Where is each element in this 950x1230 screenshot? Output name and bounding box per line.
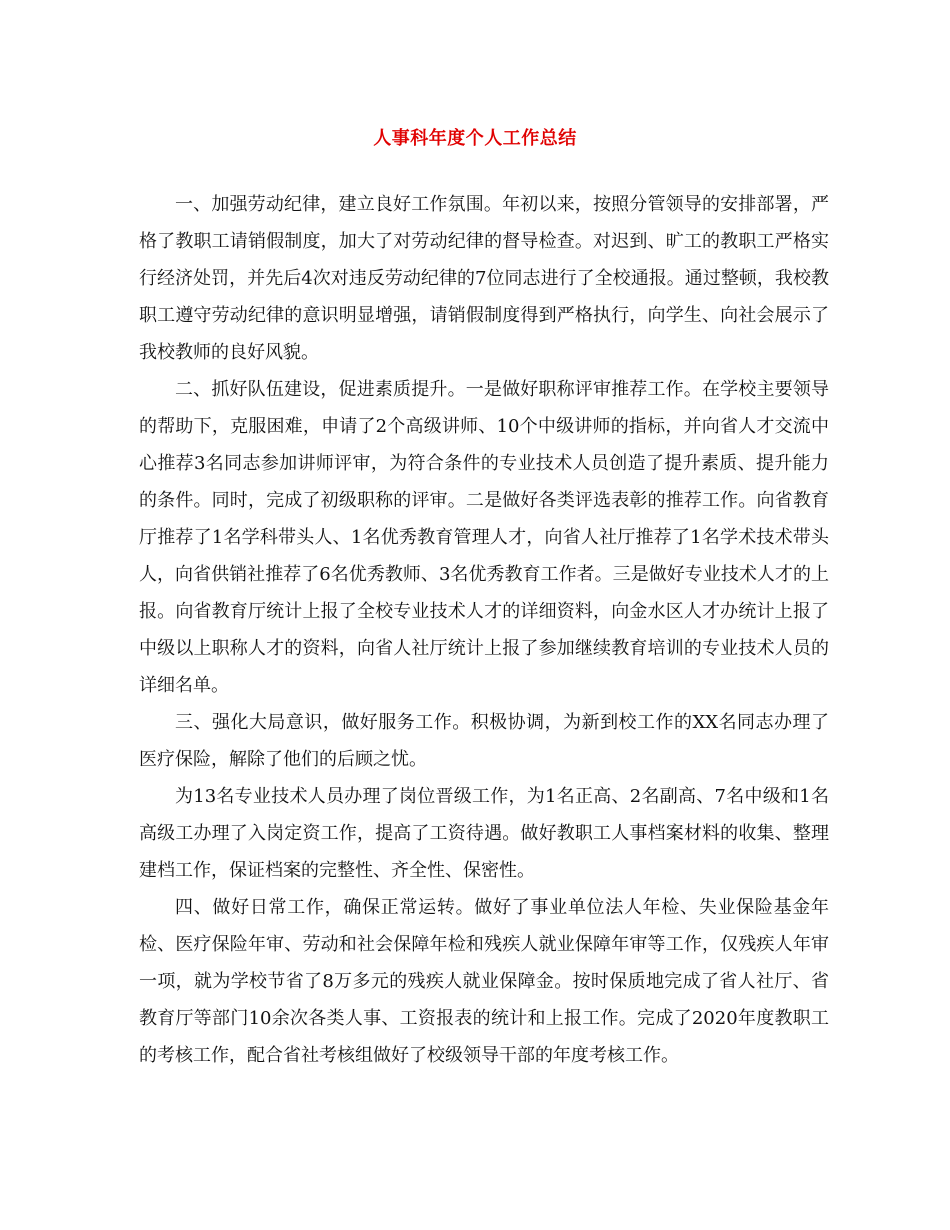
paragraph-daily-work: 四、做好日常工作，确保正常运转。做好了事业单位法人年检、失业保险基金年检、医疗保险年审、劳动和社会保障年检和残疾人就业保障年审等工作，仅残疾人年审一项，就为学校节省了8万多元的残疾人就业保障金。按时保质地完成了省人社厅、省教育厅等部门10余次各类人事、工资报表的统计和上报工作。完成了2020年度教职工的考核工作，配合省社考核组做好了校级领导干部的年度考核工作。 [139,897,829,1066]
paragraph-labor-discipline: 一、加强劳动纪律，建立良好工作氛围。年初以来，按照分管领导的安排部署，严格了教职工请销假制度，加大了对劳动纪律的督导检查。对迟到、旷工的教职工严格实行经济处罚，并先后4次对违反劳动纪律的7位同志进行了全校通报。通过整顿，我校教职工遵守劳动纪律的意识明显增强，请销假制度得到严格执行，向学生、向社会展示了我校教师的良好风貌。 [139,194,829,363]
paragraph-promotion-salary: 为13名专业技术人员办理了岗位晋级工作，为1名正高、2名副高、7名中级和1名高级工办理了入岗定资工作，提高了工资待遇。做好教职工人事档案材料的收集、整理建档工作，保证档案的完整性、齐全性、保密性。 [139,786,829,881]
paragraph-team-building: 二、抓好队伍建设，促进素质提升。一是做好职称评审推荐工作。在学校主要领导的帮助下，克服困难，申请了2个高级讲师、10个中级讲师的指标，并向省人才交流中心推荐3名同志参加讲师评审，为符合条件的专业技术人员创造了提升素质、提升能力的条件。同时，完成了初级职称的评审。二是做好各类评选表彰的推荐工作。向省教育厅推荐了1名学科带头人、1名优秀教育管理人才，向省人社厅推荐了1名学术技术带头人，向省供销社推荐了6名优秀教师、3名优秀教育工作者。三是做好专业技术人才的上报。向省教育厅统计上报了全校专业技术人才的详细资料，向金水区人才办统计上报了中级以上职称人才的资料，向省人社厅统计上报了参加继续教育培训的专业技术人员的详细名单。 [139,379,829,696]
document-title: 人事科年度个人工作总结 [373,128,577,149]
document-body [139,186,829,1074]
paragraph-service-work: 三、强化大局意识，做好服务工作。积极协调，为新到校工作的XX名同志办理了医疗保险，解除了他们的后顾之忧。 [139,712,829,770]
